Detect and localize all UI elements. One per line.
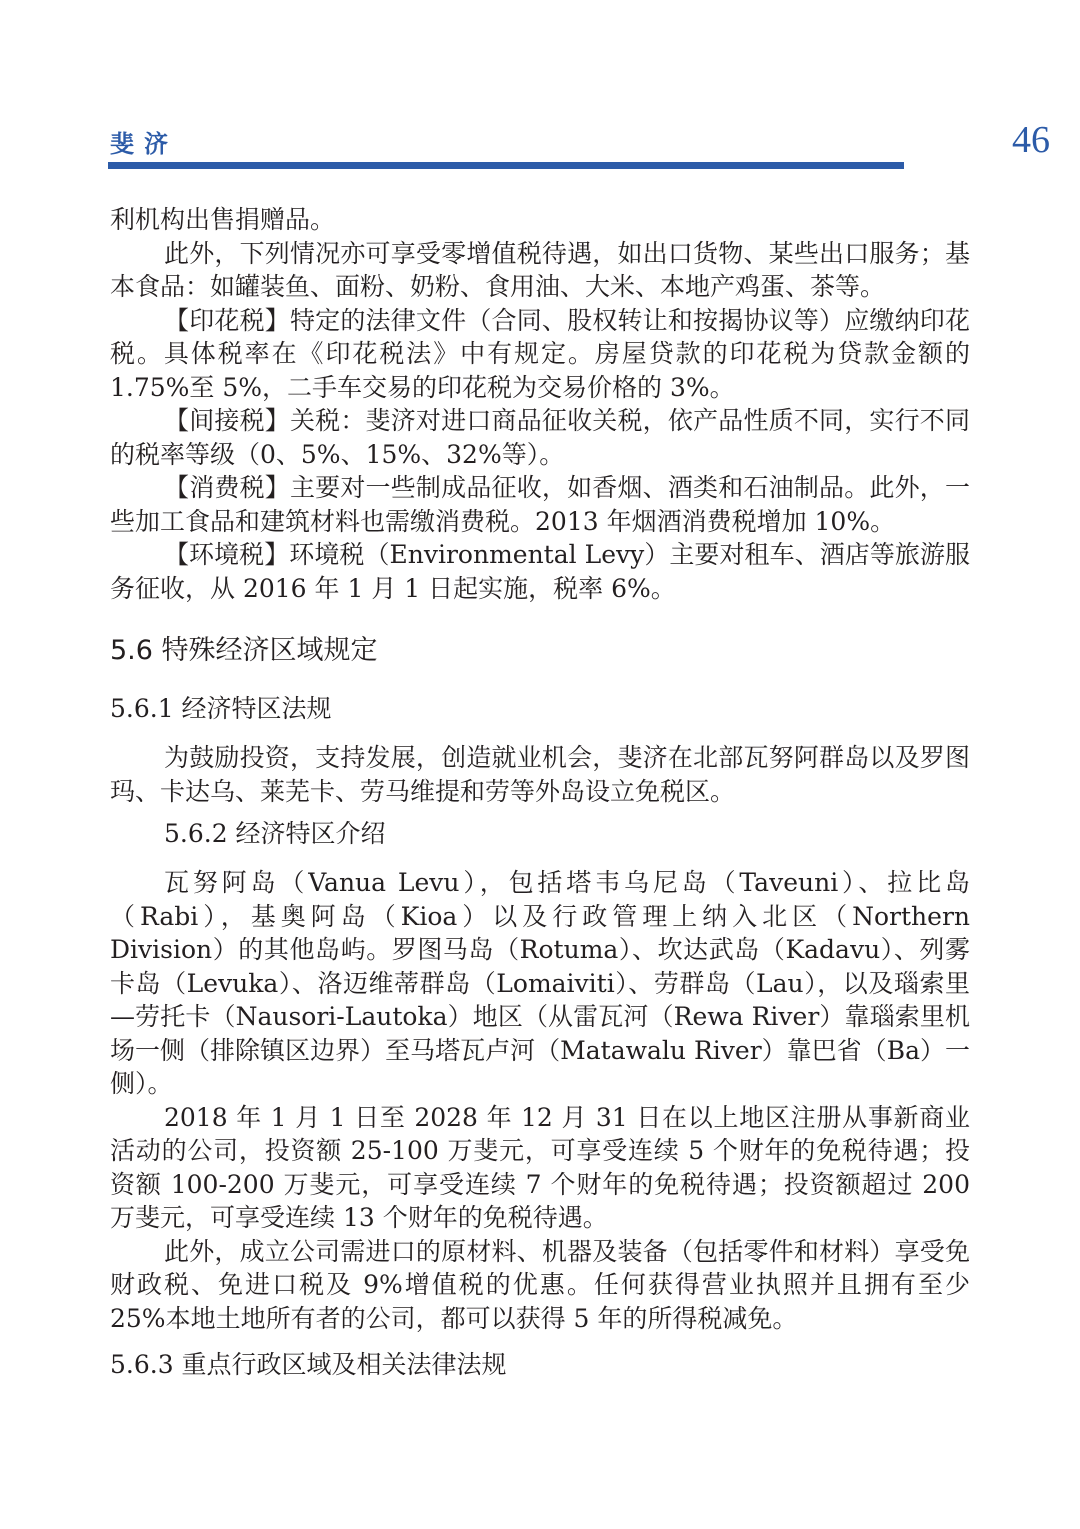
paragraph-excise-tax: 【消费税】主要对一些制成品征收，如香烟、酒类和石油制品。此外，一些加工食品和建筑材料也需缴消费税。2013 年烟酒消费税增加 10%。	[110, 473, 970, 536]
paragraph-free-zone: 为鼓励投资，支持发展，创造就业机会，斐济在北部瓦努阿群岛以及罗图玛、卡达乌、莱芜卡、劳马维提和劳等外岛设立免税区。	[110, 743, 970, 806]
paragraph-indirect-tax: 【间接税】关税：斐济对进口商品征收关税，依产品性质不同，实行不同的税率等级（0、5%、15%、32%等）。	[110, 406, 970, 469]
paragraph-environment-levy: 【环境税】环境税（Environmental Levy）主要对租车、酒店等旅游服务征收，从 2016 年 1 月 1 日起实施，税率 6%。	[110, 540, 970, 603]
subsection-heading-5-6-2: 5.6.2 经济特区介绍	[164, 819, 386, 848]
paragraph-stamp-duty: 【印花税】特定的法律文件（合同、股权转让和按揭协议等）应缴纳印花税。具体税率在《印花税法》中有规定。房屋贷款的印花税为贷款金额的 1.75%至 5%，二手车交易的印花税为交易价格的 3%。	[110, 305, 970, 402]
paragraph-continuation: 利机构出售捐赠品。	[110, 205, 336, 234]
paragraph-zero-vat: 此外，下列情况亦可享受零增值税待遇，如出口货物、某些出口服务；基本食品：如罐装鱼、面粉、奶粉、食用油、大米、本地产鸡蛋、茶等。	[110, 238, 970, 301]
subsection-heading-5-6-1: 5.6.1 经济特区法规	[110, 694, 332, 723]
running-header-title: 斐济	[110, 130, 178, 158]
subsection-heading-5-6-3: 5.6.3 重点行政区域及相关法律法规	[110, 1350, 507, 1379]
section-heading-5-6: 5.6 特殊经济区域规定	[110, 635, 378, 666]
paragraph-tax-holiday: 2018 年 1 月 1 日至 2028 年 12 月 31 日在以上地区注册从事新商业活动的公司，投资额 25-100 万斐元，可享受连续 5 个财年的免税待遇；投资额 100-200 万斐元，可享受连续 7 个财年的免税待遇；投资额超过 200 万斐元，可享受连续 13 个财年的免税待遇。	[110, 1102, 970, 1232]
paragraph-import-incentives: 此外，成立公司需进口的原材料、机器及装备（包括零件和材料）享受免财政税、免进口税及 9%增值税的优惠。任何获得营业执照并且拥有至少 25%本地土地所有者的公司，都可以获得 5 年的所得税减免。	[110, 1236, 970, 1333]
page-number: 46	[1012, 119, 1050, 161]
header-rule	[108, 162, 904, 169]
page-body	[110, 203, 970, 1397]
paragraph-zone-regions: 瓦努阿岛（Vanua Levu），包括塔韦乌尼岛（Taveuni）、拉比岛（Rabi），基奥阿岛（Kioa）以及行政管理上纳入北区（Northern Division）的其他岛屿。罗图马岛（Rotuma）、坎达武岛（Kadavu）、列雾卡岛（Levuka）、洛迈维蒂群岛（Lomaiviti）、劳群岛（Lau），以及瑙索里—劳托卡（Nausori-Lautoka）地区（从雷瓦河（Rewa River）靠瑙索里机场一侧（排除镇区边界）至马塔瓦卢河（Matawalu River）靠巴省（Ba）一侧）。	[110, 868, 970, 1098]
